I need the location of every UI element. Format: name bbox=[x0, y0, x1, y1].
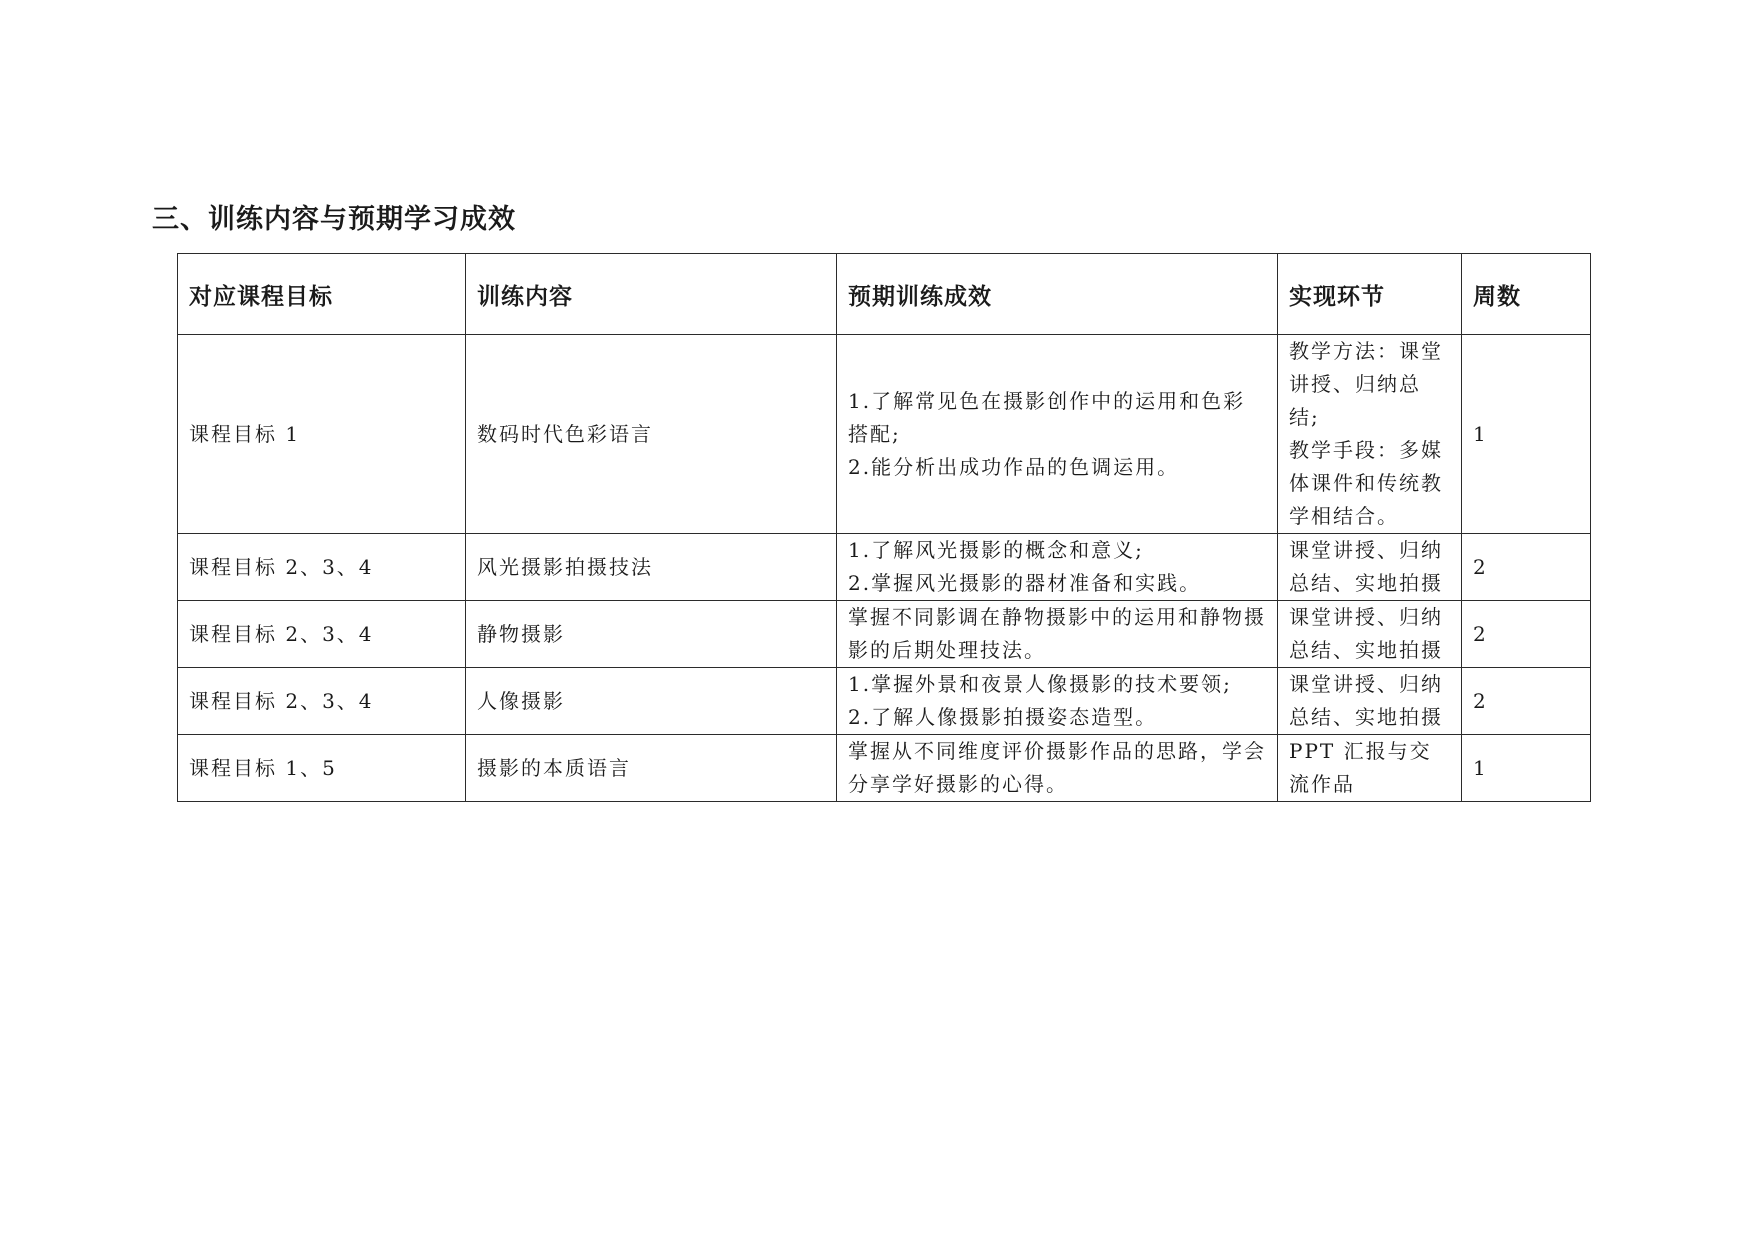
outcome-line: 2.能分析出成功作品的色调运用。 bbox=[848, 454, 1180, 479]
cell-expected-outcome bbox=[837, 534, 1278, 601]
cell-course-goal: 课程目标 2、3、4 bbox=[178, 534, 466, 601]
outcome-line: 掌握不同影调在静物摄影中的运用和静物摄影的后期处理技法。 bbox=[848, 605, 1266, 662]
header-expected-outcome: 预期训练成效 bbox=[837, 254, 1278, 335]
outcome-line: 2.了解人像摄影拍摄姿态造型。 bbox=[848, 705, 1158, 729]
table-row bbox=[178, 534, 1591, 601]
outcome-line: 1.了解风光摄影的概念和意义; bbox=[848, 538, 1144, 562]
cell-training-content: 摄影的本质语言 bbox=[466, 735, 837, 802]
header-training-content: 训练内容 bbox=[466, 254, 837, 335]
method-line: 课堂讲授、归纳总结、实地拍摄 bbox=[1289, 538, 1443, 595]
cell-course-goal: 课程目标 2、3、4 bbox=[178, 601, 466, 668]
outcome-line: 2.掌握风光摄影的器材准备和实践。 bbox=[848, 571, 1202, 595]
outcome-line: 1.了解常见色在摄影创作中的运用和色彩搭配; bbox=[848, 388, 1246, 446]
cell-weeks: 2 bbox=[1462, 534, 1591, 601]
table-row bbox=[178, 601, 1591, 668]
header-implementation: 实现环节 bbox=[1278, 254, 1462, 335]
header-course-goal: 对应课程目标 bbox=[178, 254, 466, 335]
cell-course-goal: 课程目标 1 bbox=[178, 335, 466, 534]
cell-weeks: 1 bbox=[1462, 735, 1591, 802]
header-weeks: 周数 bbox=[1462, 254, 1591, 335]
cell-course-goal: 课程目标 2、3、4 bbox=[178, 668, 466, 735]
method-line: PPT 汇报与交流作品 bbox=[1289, 739, 1432, 796]
cell-weeks: 1 bbox=[1462, 335, 1591, 534]
cell-training-content: 风光摄影拍摄技法 bbox=[466, 534, 837, 601]
cell-implementation bbox=[1278, 335, 1462, 534]
method-line: 课堂讲授、归纳总结、实地拍摄 bbox=[1289, 605, 1443, 662]
cell-implementation bbox=[1278, 668, 1462, 735]
method-line: 教学手段：多媒体课件和传统教学相结合。 bbox=[1289, 438, 1443, 528]
cell-course-goal: 课程目标 1、5 bbox=[178, 735, 466, 802]
cell-implementation bbox=[1278, 601, 1462, 668]
table-header-row bbox=[178, 254, 1591, 335]
cell-expected-outcome bbox=[837, 668, 1278, 735]
section-title: 三、训练内容与预期学习成效 bbox=[152, 204, 516, 235]
cell-weeks: 2 bbox=[1462, 601, 1591, 668]
cell-expected-outcome bbox=[837, 335, 1278, 534]
table-row bbox=[178, 335, 1591, 534]
method-line: 教学方法：课堂讲授、归纳总结; bbox=[1289, 339, 1443, 429]
training-content-table bbox=[177, 253, 1591, 802]
cell-expected-outcome bbox=[837, 601, 1278, 668]
cell-training-content: 静物摄影 bbox=[466, 601, 837, 668]
cell-weeks: 2 bbox=[1462, 668, 1591, 735]
method-line: 课堂讲授、归纳总结、实地拍摄 bbox=[1289, 672, 1443, 729]
table-row bbox=[178, 668, 1591, 735]
cell-expected-outcome bbox=[837, 735, 1278, 802]
table-row bbox=[178, 735, 1591, 802]
outcome-line: 1.掌握外景和夜景人像摄影的技术要领; bbox=[848, 672, 1232, 696]
outcome-line: 掌握从不同维度评价摄影作品的思路，学会分享学好摄影的心得。 bbox=[848, 739, 1266, 796]
cell-implementation bbox=[1278, 534, 1462, 601]
cell-training-content: 人像摄影 bbox=[466, 668, 837, 735]
cell-implementation bbox=[1278, 735, 1462, 802]
cell-training-content: 数码时代色彩语言 bbox=[466, 335, 837, 534]
